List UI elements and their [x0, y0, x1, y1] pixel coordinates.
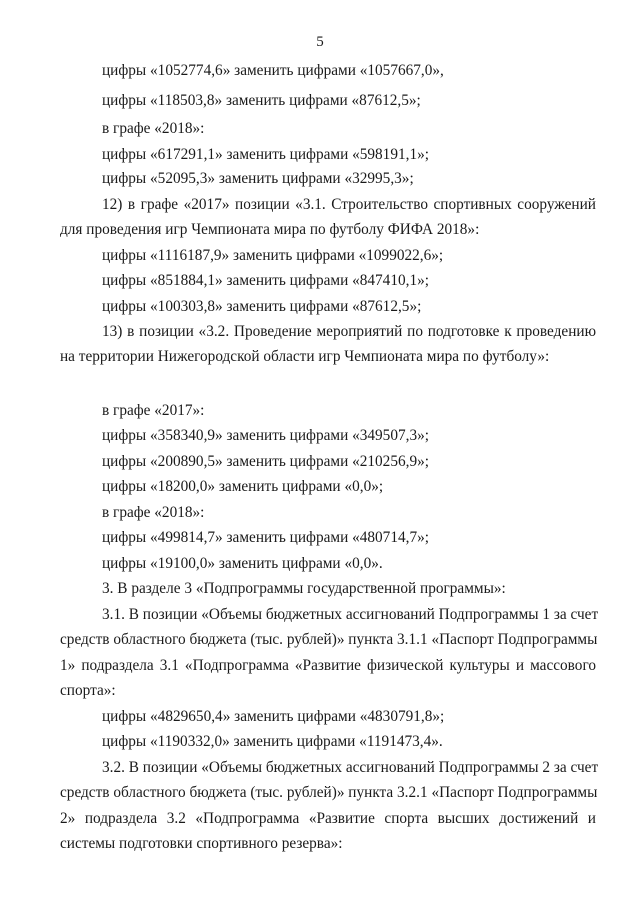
text-line: цифры «358340,9» заменить цифрами «349507,3»;: [102, 427, 430, 444]
text-line: цифры «851884,1» заменить цифрами «847410,1»;: [102, 272, 430, 289]
text-line: цифры «1116187,9» заменить цифрами «1099022,6»;: [102, 247, 444, 264]
text-line: 12) в графе «2017» позиции «3.1. Строительство спортивных сооружений: [102, 196, 596, 213]
text-line: в графе «2017»:: [102, 402, 205, 419]
page-number: 5: [316, 34, 324, 50]
text-line: цифры «1052774,6» заменить цифрами «1057667,0»,: [102, 62, 444, 79]
text-line: на территории Нижегородской области игр Чемпионата мира по футболу»:: [60, 348, 550, 365]
text-line: для проведения игр Чемпионата мира по футболу ФИФА 2018»:: [60, 221, 480, 238]
text-line: системы подготовки спортивного резерва»:: [60, 835, 343, 852]
text-line: средств областного бюджета (тыс. рублей)» пункта 3.1.1 «Паспорт Подпрограммы: [60, 631, 598, 648]
text-line: цифры «1190332,0» заменить цифрами «1191473,4».: [102, 733, 443, 750]
text-line: 13) в позиции «3.2. Проведение мероприятий по подготовке к проведению: [102, 323, 596, 340]
text-line: 3. В разделе 3 «Подпрограммы государственной программы»:: [102, 580, 506, 597]
text-line: 1» подраздела 3.1 «Подпрограмма «Развитие физической культуры и массового: [60, 657, 596, 674]
text-line: цифры «52095,3» заменить цифрами «32995,3»;: [102, 170, 414, 187]
text-line: 2» подраздела 3.2 «Подпрограмма «Развитие спорта высших достижений и: [60, 810, 596, 827]
text-line: цифры «617291,1» заменить цифрами «598191,1»;: [102, 146, 430, 163]
text-line: в графе «2018»:: [102, 120, 205, 137]
text-line: 3.2. В позиции «Объемы бюджетных ассигнований Подпрограммы 2 за счет: [102, 759, 599, 776]
text-line: цифры «118503,8» заменить цифрами «87612,5»;: [102, 92, 421, 109]
text-line: цифры «100303,8» заменить цифрами «87612,5»;: [102, 298, 422, 315]
text-line: цифры «19100,0» заменить цифрами «0,0».: [102, 555, 383, 572]
text-line: цифры «4829650,4» заменить цифрами «4830791,8»;: [102, 708, 445, 725]
text-line: цифры «499814,7» заменить цифрами «480714,7»;: [102, 529, 430, 546]
text-line: цифры «200890,5» заменить цифрами «210256,9»;: [102, 453, 430, 470]
text-line: 3.1. В позиции «Объемы бюджетных ассигнований Подпрограммы 1 за счет: [102, 606, 599, 623]
text-line: цифры «18200,0» заменить цифрами «0,0»;: [102, 478, 384, 495]
text-line: в графе «2018»:: [102, 504, 205, 521]
text-line: средств областного бюджета (тыс. рублей)» пункта 3.2.1 «Паспорт Подпрограммы: [60, 784, 598, 801]
text-line: спорта»:: [60, 682, 116, 699]
